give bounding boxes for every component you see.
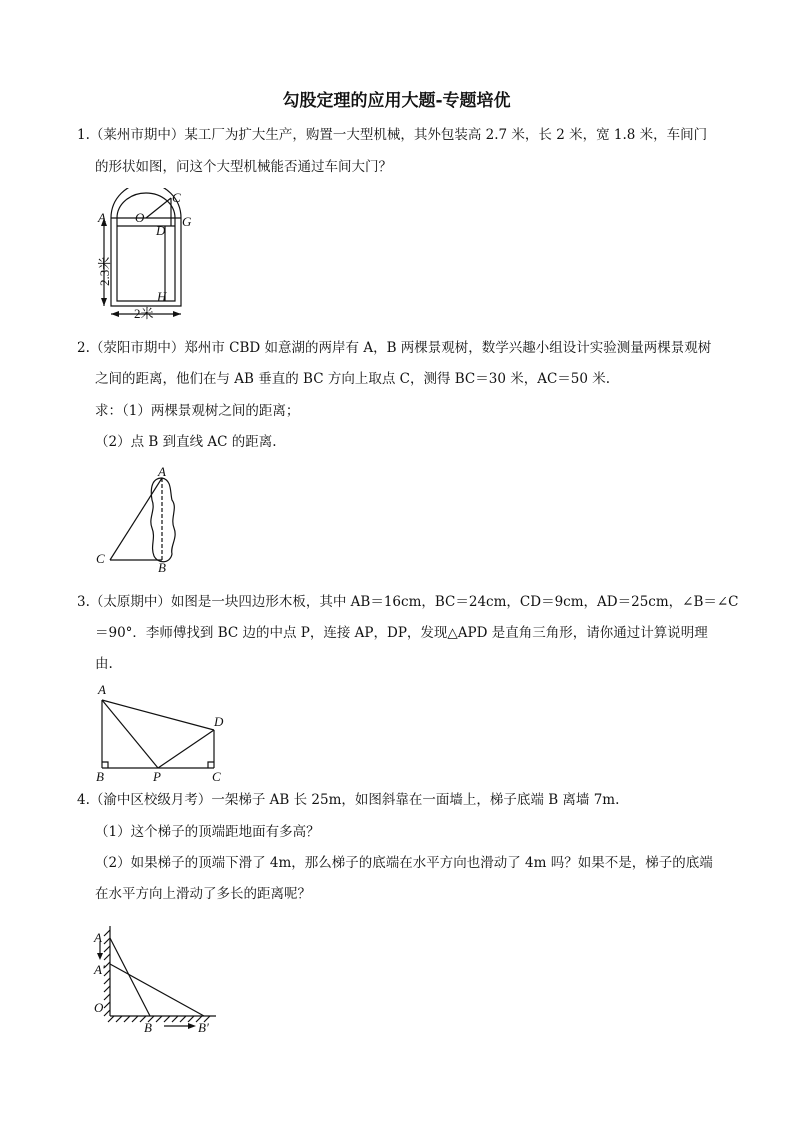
q4-label-b-prime: B′	[198, 1020, 209, 1035]
q3-label-b: B	[96, 769, 104, 784]
q3-label-p: P	[153, 769, 161, 784]
q1-text-line-2: 的形状如图，问这个大型机械能否通过车间大门？	[95, 159, 392, 175]
q1-label-c: C	[172, 190, 181, 205]
q1-width-label: 2米	[134, 306, 154, 320]
ground-hatching	[108, 1016, 210, 1022]
q1-label-d: D	[156, 223, 166, 238]
page-title: 勾股定理的应用大题-专题培优	[282, 91, 511, 111]
right-angle-b	[102, 762, 108, 768]
side-ad	[102, 700, 214, 730]
q2-text-line-2: 之间的距离，他们在与 AB 垂直的 BC 方向上取点 C，测得 BC＝30 米，AC＝50 米.	[95, 371, 611, 387]
door-inner-frame	[117, 193, 175, 301]
segment-ap	[102, 700, 158, 768]
q4-text-line-2: （1）这个梯子的顶端距地面有多高？	[95, 824, 320, 840]
q4-text-line-4: 在水平方向上滑动了多长的距离呢？	[95, 886, 311, 902]
q3-text-line-2: ＝90°．李师傅找到 BC 边的中点 P，连接 AP，DP，发现△APD 是直角三角形，请你通过计算说明理	[95, 625, 708, 641]
q2-label-c: C	[96, 551, 105, 566]
q4-label-a: A	[94, 930, 102, 945]
right-angle-c	[208, 762, 214, 768]
ladder-a2b2	[110, 964, 204, 1016]
q2-label-a: A	[158, 466, 166, 479]
door-radius-oc	[146, 198, 171, 218]
q3-text-line-3: 由.	[95, 656, 113, 672]
q1-label-h: H	[157, 289, 167, 304]
wall-hatching	[104, 930, 110, 1016]
q2-text-line-4: （2）点 B 到直线 AC 的距离.	[95, 434, 277, 450]
q3-label-d: D	[214, 714, 224, 729]
q3-label-a: A	[98, 682, 106, 697]
q1-label-a: A	[98, 210, 106, 225]
q1-label-o: O	[135, 210, 145, 225]
q2-label-b: B	[158, 560, 166, 575]
segment-ac	[110, 478, 162, 560]
q2-text-line-3: 求：（1）两棵景观树之间的距离；	[95, 403, 300, 419]
q4-text-line-1: 4.（渝中区校级月考）一架梯子 AB 长 25m，如图斜靠在一面墙上，梯子底端 B 离墙 7m.	[77, 792, 620, 808]
q4-label-b: B	[144, 1020, 152, 1035]
q4-label-o: O	[94, 1000, 104, 1015]
q3-text-line-1: 3.（太原期中）如图是一块四边形木板，其中 AB＝16cm，BC＝24cm，CD＝9cm，AD＝25cm，∠B＝∠C	[77, 594, 739, 610]
q4-text-line-3: （2）如果梯子的顶端下滑了 4m，那么梯子的底端在水平方向也滑动了 4m 吗？如果不是，梯子的底端	[95, 855, 713, 871]
q1-door-figure	[90, 188, 210, 320]
ladder-ab	[110, 938, 150, 1016]
q4-ladder-figure	[88, 920, 228, 1038]
q2-text-line-1: 2.（荥阳市期中）郑州市 CBD 如意湖的两岸有 A，B 两棵景观树，数学兴趣小组设计实验测量两棵景观树	[77, 340, 712, 356]
q2-lake-figure	[92, 466, 187, 576]
q3-label-c: C	[212, 769, 221, 784]
q1-text-line-1: 1.（莱州市期中）某工厂为扩大生产，购置一大型机械，其外包装高 2.7 米，长 2 米，宽 1.8 米，车间门	[77, 127, 708, 143]
segment-dp	[158, 730, 214, 768]
q4-label-a-prime: A′	[94, 962, 105, 977]
q1-height-label: 2.3米	[97, 256, 112, 286]
q1-label-g: G	[182, 214, 192, 229]
q3-quadrilateral-figure	[92, 680, 237, 786]
